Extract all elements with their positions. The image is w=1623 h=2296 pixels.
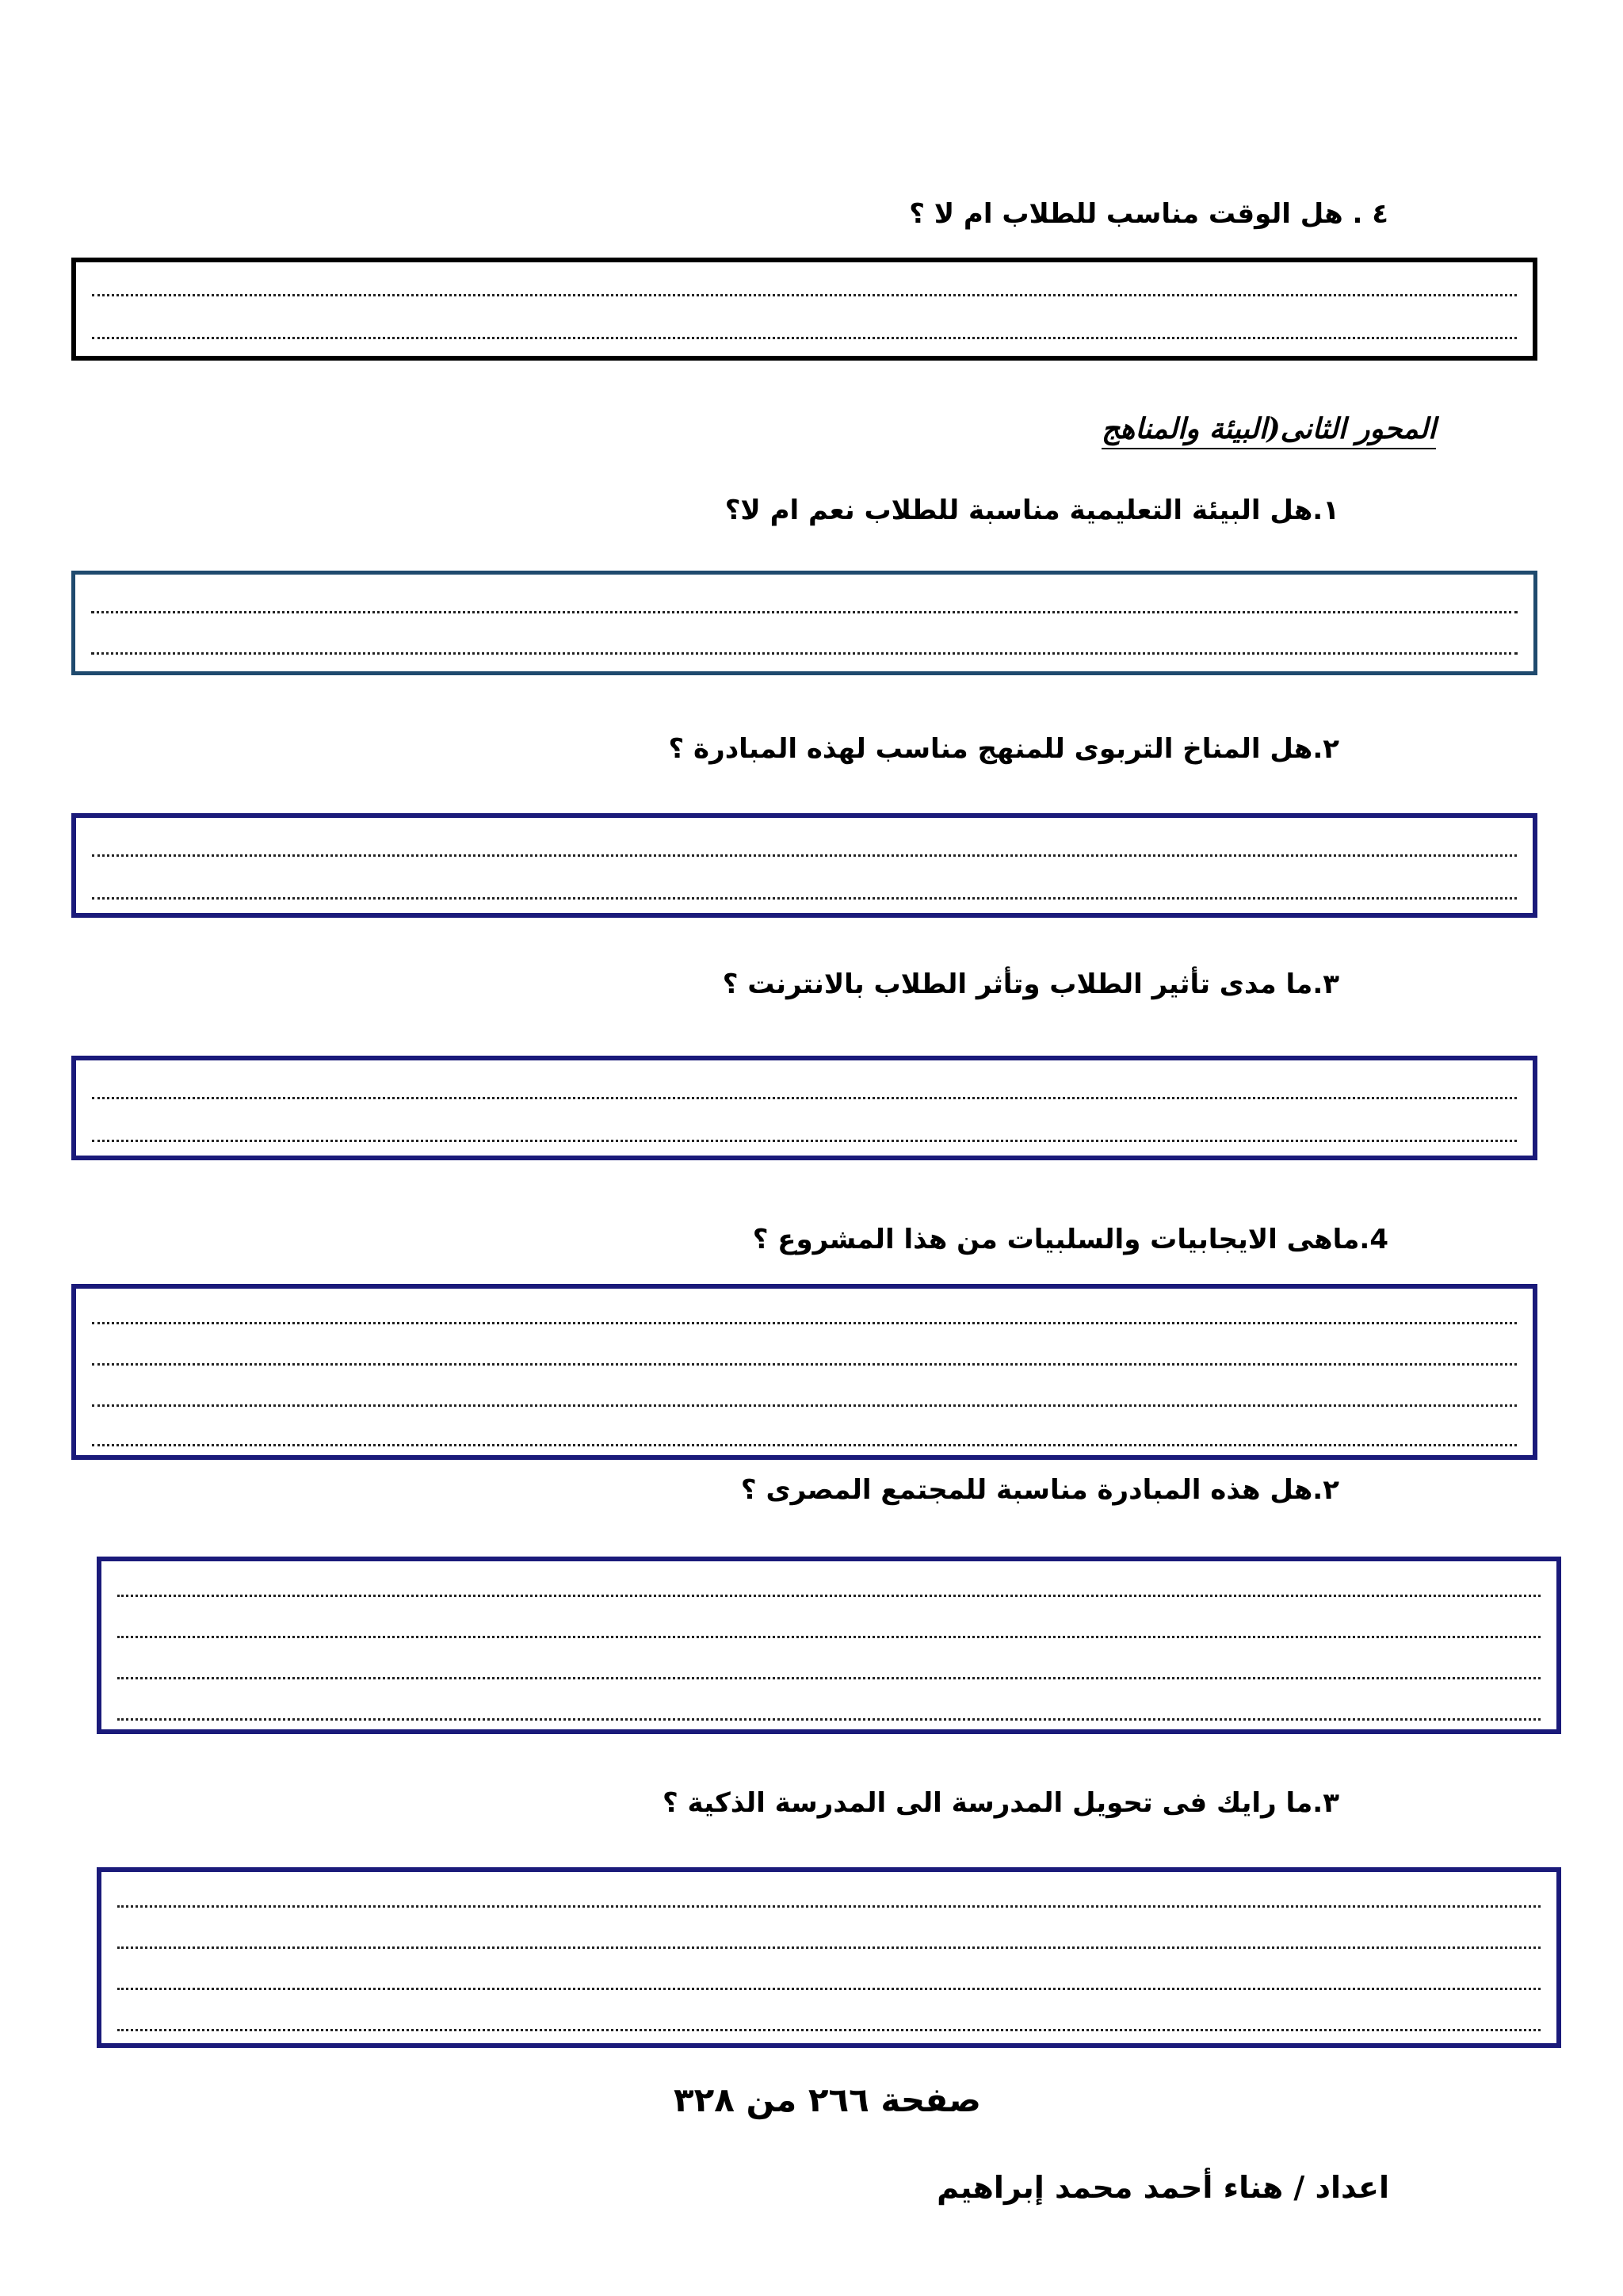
answer-box-internet-influence[interactable] [71,1056,1537,1160]
question-pros-cons: 4.ماهى الايجابيات والسلبيات من هذا المشروع ؟ [752,1224,1388,1255]
answer-line [117,1718,1541,1721]
answer-box-smart-school[interactable] [97,1867,1561,2048]
section-title: المحور الثانى(البيئة والمناهج [1102,412,1436,449]
question-environment: ١.هل البيئة التعليمية مناسبة للطلاب نعم ام لا؟ [724,495,1339,526]
answer-box-pros-cons[interactable] [71,1284,1537,1460]
question-educational-climate: ٢.هل المناخ التربوى للمنهج مناسب لهذه المبادرة ؟ [668,733,1339,765]
answer-line [117,1677,1541,1679]
question-smart-school: ٣.ما رايك فى تحويل المدرسة الى المدرسة الذكية ؟ [662,1787,1339,1819]
answer-line [117,2029,1541,2031]
answer-line [92,1322,1517,1324]
answer-line [92,854,1517,857]
answer-line [92,897,1517,900]
page-number: صفحة ٢٦٦ من ٣٢٨ [673,2080,981,2119]
question-time-suitable: ٤ . هل الوقت مناسب للطلاب ام لا ؟ [909,198,1388,230]
answer-line [117,1946,1541,1949]
answer-line [92,1444,1517,1446]
author-credit: اعداد / هناء أحمد محمد إبراهيم [937,2170,1389,2205]
answer-line [92,337,1517,339]
answer-line [92,294,1517,296]
answer-line [92,1140,1517,1142]
answer-line [92,1097,1517,1099]
answer-box-egyptian-society[interactable] [97,1557,1561,1734]
answer-line [92,1363,1517,1366]
answer-line [117,1905,1541,1908]
answer-line [92,1404,1517,1407]
answer-line [91,611,1518,613]
answer-box-time[interactable] [71,258,1537,361]
answer-line [91,652,1518,655]
answer-box-environment[interactable] [71,571,1537,675]
answer-line [117,1988,1541,1990]
question-internet-influence: ٣.ما مدى تأثير الطلاب وتأثر الطلاب بالانترنت ؟ [722,968,1339,1000]
answer-line [117,1636,1541,1638]
answer-line [117,1595,1541,1597]
question-egyptian-society: ٢.هل هذه المبادرة مناسبة للمجتمع المصرى ؟ [740,1474,1339,1506]
answer-box-educational-climate[interactable] [71,813,1537,918]
